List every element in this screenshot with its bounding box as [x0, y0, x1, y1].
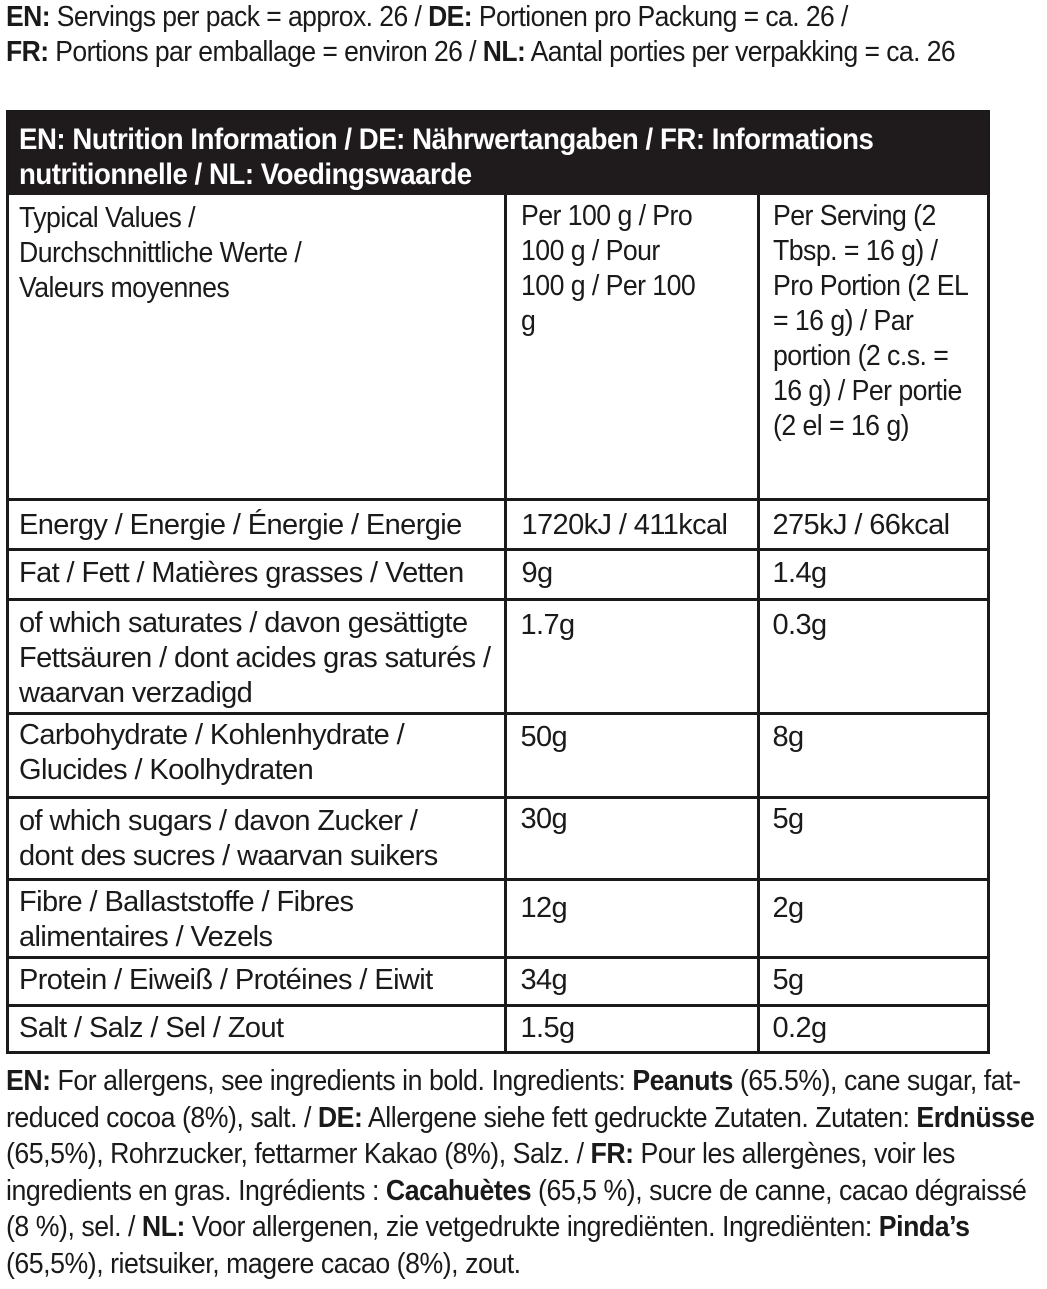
servings-nl-text: Aantal porties per verpakking = ca. 26: [525, 35, 956, 68]
column-header-per-100g: Per 100 g / Pro 100 g / Pour 100 g / Per 100 g: [505, 195, 758, 499]
ingredients-allergen-text: [6, 1063, 1046, 1282]
row-name: Energy / Energie / Énergie / Energie: [9, 499, 505, 549]
allergen-de-text-1: Allergene siehe fett gedruckte Zutaten. Zutaten:: [362, 1101, 917, 1134]
allergen-fr-bold: Cacahuètes: [385, 1174, 532, 1207]
row-per-100g: 30g: [505, 797, 758, 879]
servings-de-text: Portionen pro Packung = ca. 26 /: [472, 1, 848, 33]
column-header-row: [9, 195, 987, 499]
table-row: [9, 499, 987, 549]
allergen-de-text-2: (65,5%), Rohrzucker, fettarmer Kakao (8%), Salz. /: [6, 1138, 591, 1170]
allergen-de-label: DE:: [317, 1101, 363, 1134]
row-name: Fibre / Ballaststoffe / Fibres alimentaires / Vezels: [9, 879, 505, 957]
row-per-serving: 0.2g: [758, 1005, 987, 1054]
servings-en-label: EN:: [6, 1, 50, 33]
servings-fr-label: FR:: [6, 35, 49, 68]
row-per-100g: 1.5g: [505, 1005, 758, 1054]
nutrition-table-body: [9, 195, 987, 1054]
allergen-fr-text-2: (65,5 %), sucre de canne, cacao dégraissé (8 %), sel. /: [6, 1174, 1027, 1243]
allergen-fr-text-1: Pour les allergènes, voir les ingredients en gras. Ingrédients :: [6, 1138, 955, 1207]
row-name: of which sugars / davon Zucker / dont des sucres / waarvan suikers: [9, 797, 505, 879]
column-header-per-serving: Per Serving (2 Tbsp. = 16 g) / Pro Portion (2 EL = 16 g) / Par portion (2 c.s. = 16 g) / Per portie (2 el = 16 g): [772, 200, 967, 442]
table-row: [9, 957, 987, 1005]
row-per-serving: 0.3g: [758, 599, 987, 713]
row-per-serving: 2g: [758, 879, 987, 957]
servings-fr-text: Portions par emballage = environ 26 /: [48, 35, 483, 68]
row-name: Fat / Fett / Matières grasses / Vetten: [9, 549, 505, 599]
allergen-en-text-1: For allergens, see ingredients in bold. Ingredients:: [50, 1065, 633, 1097]
row-per-100g: 9g: [505, 549, 758, 599]
row-name: Protein / Eiweiß / Protéines / Eiwit: [9, 957, 505, 1005]
row-per-serving: 5g: [758, 797, 987, 879]
servings-per-pack-text: [6, 0, 1036, 69]
table-row: [9, 713, 987, 797]
row-per-serving: 8g: [758, 713, 987, 797]
servings-de-label: DE:: [428, 1, 473, 33]
table-row: [9, 879, 987, 957]
row-name: Salt / Salz / Sel / Zout: [9, 1005, 505, 1054]
table-row: [9, 549, 987, 599]
allergen-nl-text-2: (65,5%), rietsuiker, magere cacao (8%), zout.: [6, 1247, 521, 1280]
table-row: [9, 797, 987, 879]
servings-nl-label: NL:: [482, 35, 526, 68]
row-per-100g: 50g: [505, 713, 758, 797]
allergen-nl-text-1: Voor allergenen, zie vetgedrukte ingrediënten. Ingrediënten:: [184, 1211, 879, 1243]
allergen-en-label: EN:: [6, 1065, 51, 1097]
table-row: [9, 599, 987, 713]
nutrition-table: [6, 110, 990, 1054]
row-per-serving: 275kJ / 66kcal: [758, 499, 987, 549]
row-per-100g: 12g: [505, 879, 758, 957]
row-per-100g: 1.7g: [505, 599, 758, 713]
nutrition-table-title: EN: Nutrition Information / DE: Nährwertangaben / FR: Informations nutritionnelle / NL: Voedingswaarde: [19, 123, 874, 191]
row-name: of which saturates / davon gesättigte Fettsäuren / dont acides gras saturés / waarvan verzadigd: [9, 599, 505, 713]
nutrition-table-header: [9, 113, 987, 195]
row-per-serving: 5g: [758, 957, 987, 1005]
row-name: Carbohydrate / Kohlenhydrate / Glucides / Koolhydraten: [9, 713, 505, 797]
allergen-en-bold: Peanuts: [632, 1065, 733, 1097]
column-header-typical-values: Typical Values / Durchschnittliche Werte / Valeurs moyennes: [9, 195, 505, 499]
table-row: [9, 1005, 987, 1054]
allergen-nl-label: NL:: [141, 1211, 185, 1243]
allergen-nl-bold: Pinda’s: [878, 1211, 970, 1243]
allergen-fr-label: FR:: [590, 1138, 634, 1170]
servings-en-text: Servings per pack = approx. 26 /: [49, 1, 429, 33]
allergen-de-bold: Erdnüsse: [916, 1101, 1035, 1134]
row-per-serving: 1.4g: [758, 549, 987, 599]
row-per-100g: 1720kJ / 411kcal: [505, 499, 758, 549]
row-per-100g: 34g: [505, 957, 758, 1005]
allergen-en-text-2: (65.5%), cane sugar, fat-reduced cocoa (8%), salt. /: [6, 1065, 1021, 1134]
